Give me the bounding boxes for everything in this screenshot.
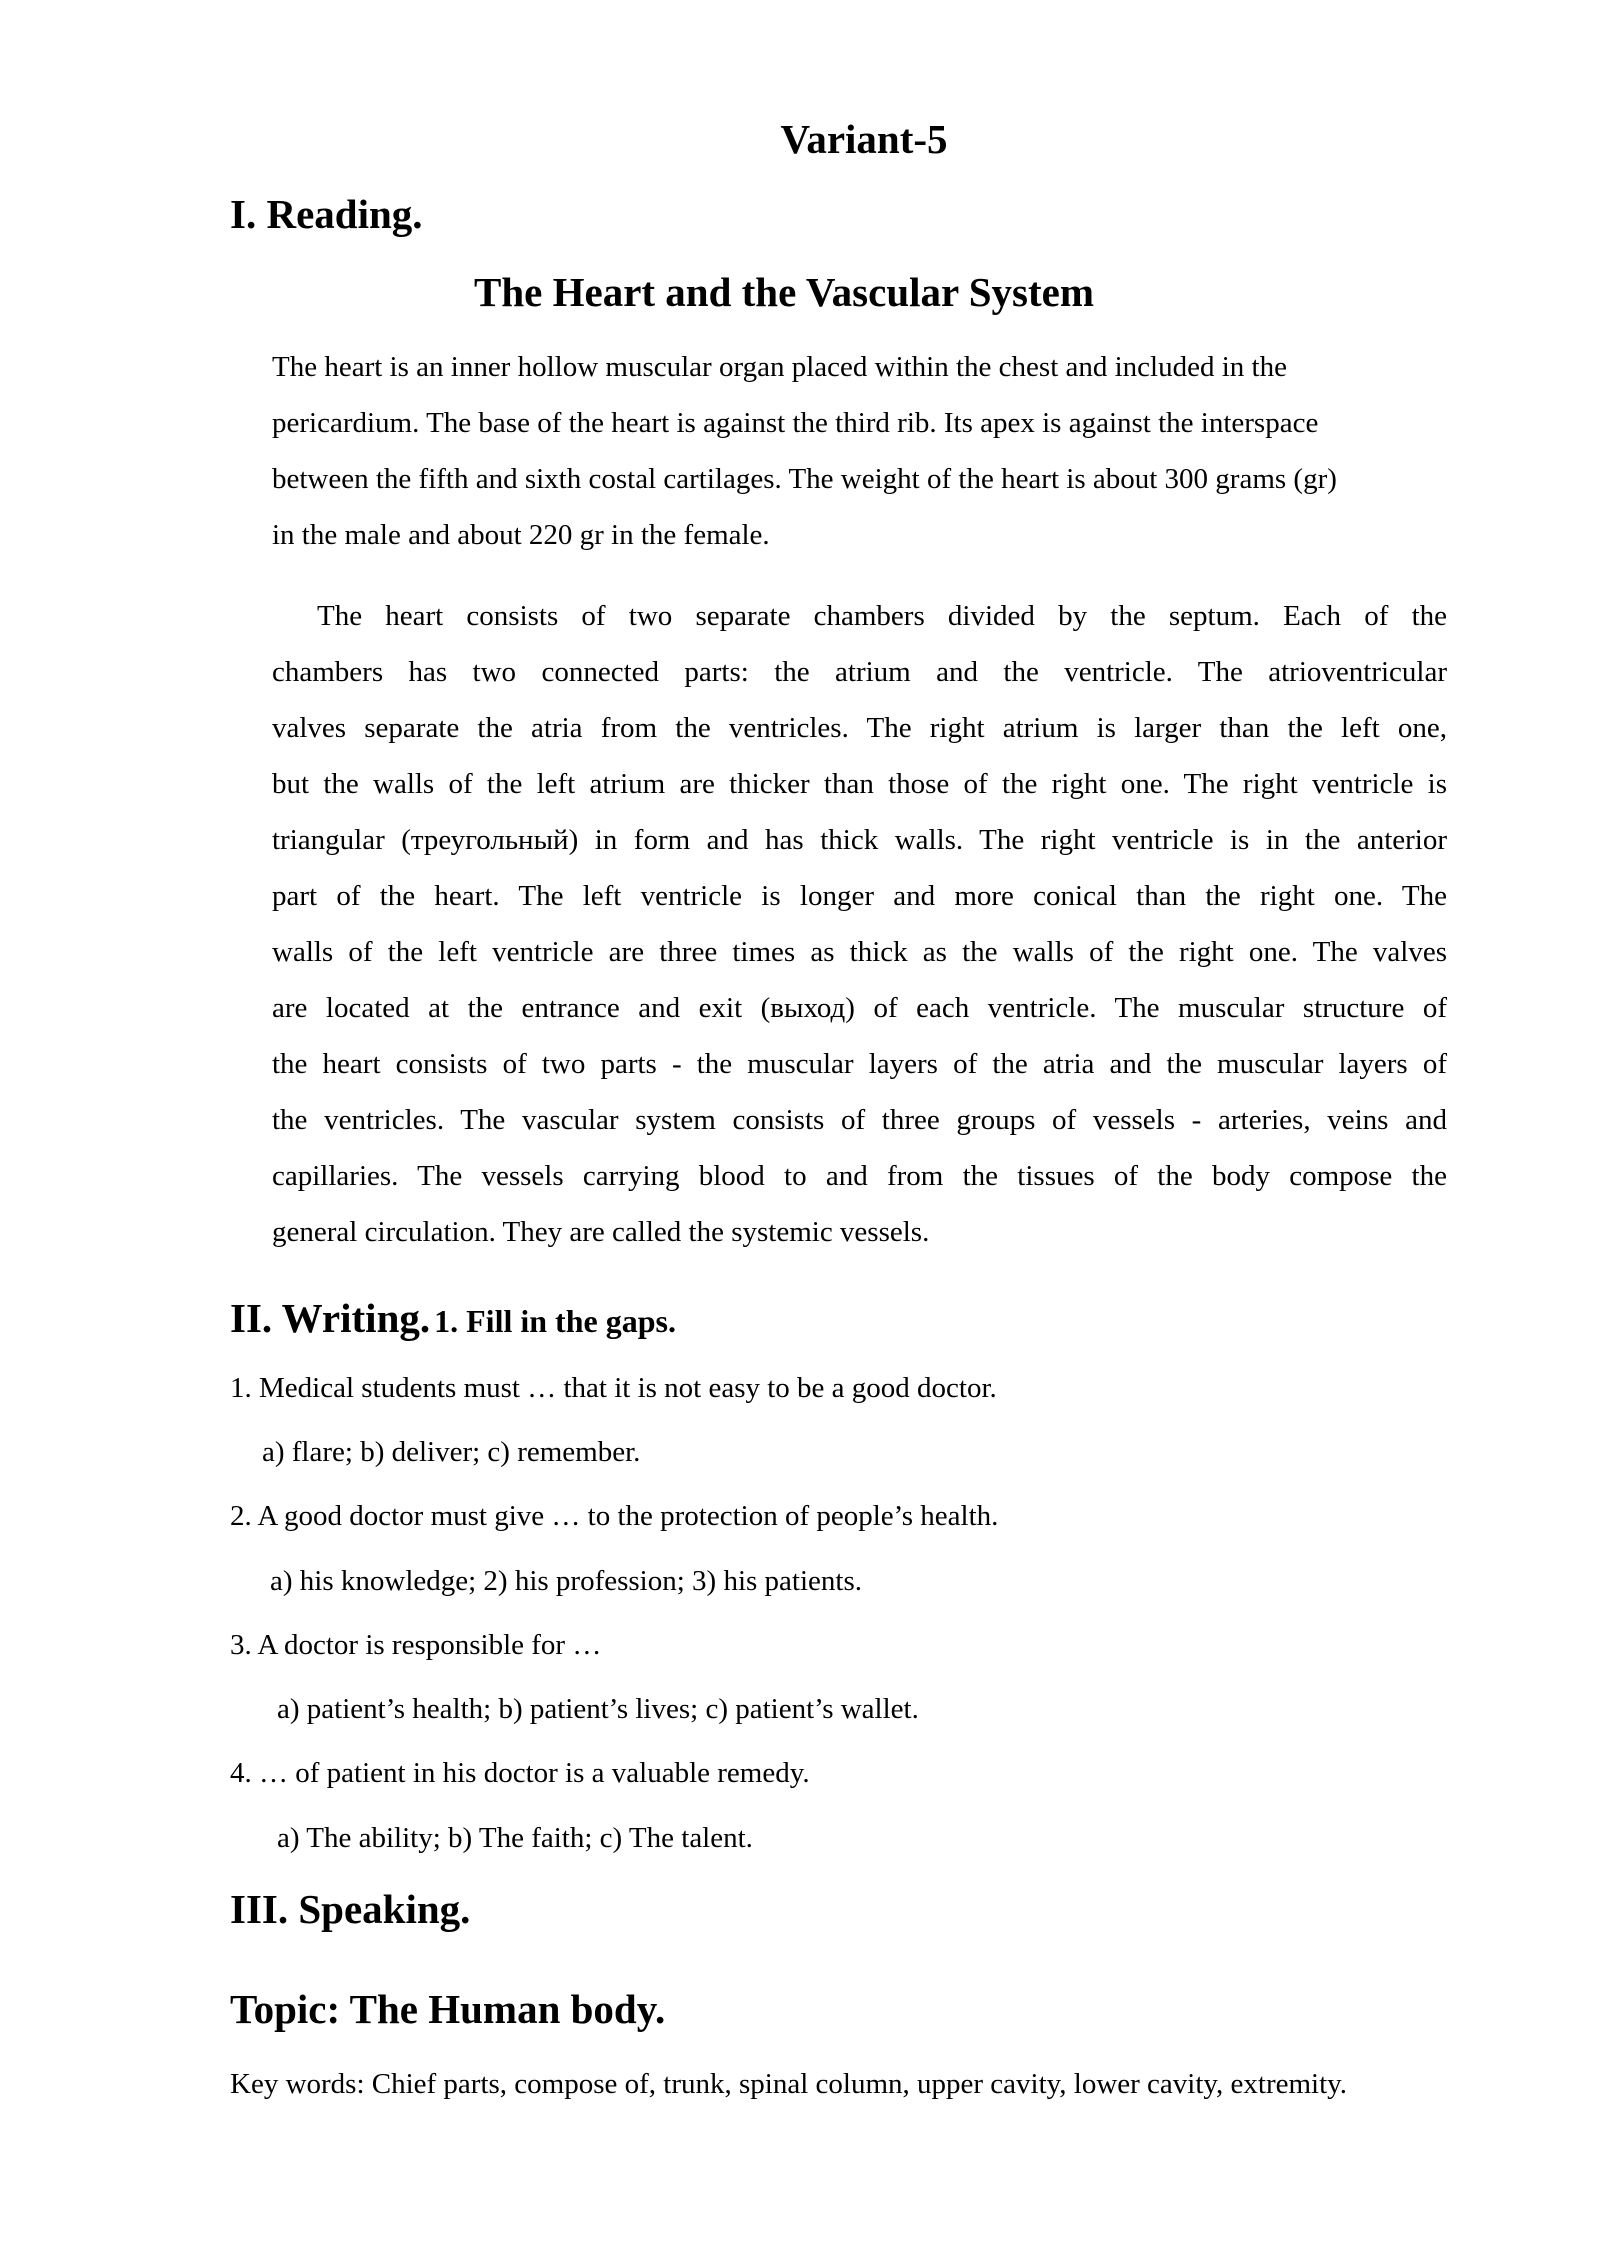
text-line: triangular (треугольный) in form and has thick walls. The right ventricle is in the anterior (272, 824, 1447, 856)
reading-paragraph-1 (272, 339, 1447, 563)
variant-title: Variant-5 (780, 116, 948, 162)
speaking-topic: Topic: The Human body. (230, 1986, 666, 2032)
options-3: a) patient’s health; b) patient’s lives; c) patient’s wallet. (277, 1693, 919, 1725)
reading-heading: I. Reading. (230, 191, 423, 237)
writing-heading: II. Writing. (230, 1295, 431, 1341)
text-line: the heart consists of two parts - the muscular layers of the atria and the muscular layers of (272, 1048, 1447, 1080)
text-line: but the walls of the left atrium are thicker than those of the right one. The right ventricle is (272, 768, 1447, 800)
text-line: pericardium. The base of the heart is against the third rib. Its apex is against the interspace (272, 407, 1319, 439)
speaking-keywords: Key words: Chief parts, compose of, trunk, spinal column, upper cavity, lower cavity, extremity. (230, 2068, 1348, 2100)
text-line: The heart consists of two separate chambers divided by the septum. Each of the (317, 600, 1447, 632)
text-line: are located at the entrance and exit (выход) of each ventricle. The muscular structure of (272, 992, 1447, 1024)
speaking-heading: III. Speaking. (230, 1886, 471, 1932)
text-line: between the fifth and sixth costal cartilages. The weight of the heart is about 300 grams (gr) (272, 463, 1337, 495)
writing-subheading: 1. Fill in the gaps. (434, 1303, 676, 1339)
options-2: a) his knowledge; 2) his profession; 3) his patients. (270, 1565, 862, 1597)
options-4: a) The ability; b) The faith; c) The talent. (277, 1822, 753, 1854)
text-line: The heart is an inner hollow muscular organ placed within the chest and included in the (272, 351, 1287, 383)
text-line: in the male and about 220 gr in the female. (272, 519, 770, 551)
text-line: walls of the left ventricle are three times as thick as the walls of the right one. The valves (272, 936, 1447, 968)
text-line: general circulation. They are called the systemic vessels. (272, 1216, 930, 1248)
text-line: chambers has two connected parts: the atrium and the ventricle. The atrioventricular (272, 656, 1447, 688)
reading-title: The Heart and the Vascular System (474, 269, 1094, 315)
writing-heading-row (230, 1294, 676, 1342)
text-line: the ventricles. The vascular system consists of three groups of vessels - arteries, veins and (272, 1104, 1447, 1136)
options-1: a) flare; b) deliver; c) remember. (262, 1436, 641, 1468)
question-2: 2. A good doctor must give … to the protection of people’s health. (230, 1500, 999, 1532)
text-line: part of the heart. The left ventricle is longer and more conical than the right one. The (272, 880, 1447, 912)
text-line: valves separate the atria from the ventricles. The right atrium is larger than the left one, (272, 712, 1447, 744)
text-line: capillaries. The vessels carrying blood to and from the tissues of the body compose the (272, 1160, 1447, 1192)
question-3: 3. A doctor is responsible for … (230, 1629, 602, 1661)
question-4: 4. … of patient in his doctor is a valuable remedy. (230, 1757, 810, 1789)
question-1: 1. Medical students must … that it is not easy to be a good doctor. (230, 1372, 997, 1404)
reading-paragraph-2 (272, 588, 1447, 1260)
